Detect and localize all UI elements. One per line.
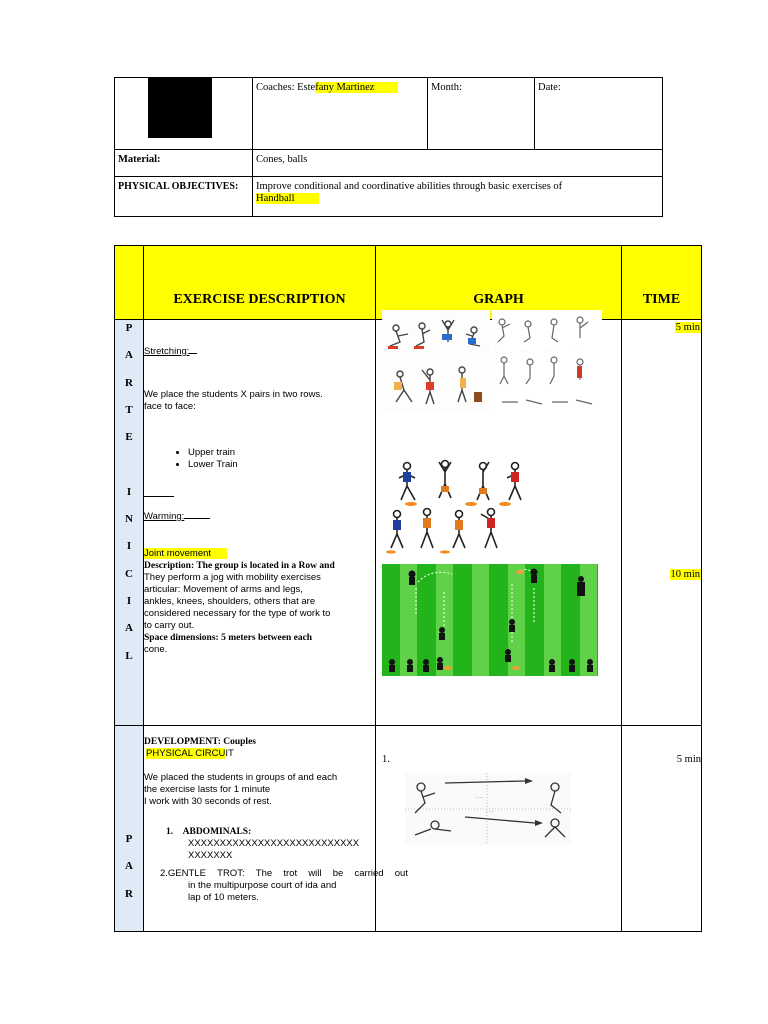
trot-word: out [394, 868, 408, 879]
svg-text:·····: ····· [574, 349, 579, 353]
desc-line: ankles, knees, shoulders, others that are [144, 596, 316, 607]
date-label: Date: [538, 82, 561, 93]
trot-word: trot [283, 868, 298, 879]
month-label: Month: [431, 82, 462, 93]
month-cell [428, 78, 535, 150]
warming-label: Warming: [144, 511, 185, 522]
place-line-2: face to face: [144, 401, 196, 412]
development-sketch [405, 773, 571, 845]
stretching-illustration-b [492, 310, 602, 418]
development-time-cell [622, 726, 702, 932]
stretching-illustration-a [382, 310, 490, 413]
col-time-header: TIME [622, 246, 702, 320]
time-value: 5 min [675, 322, 700, 333]
objectives-cell [253, 177, 663, 217]
redacted-logo [148, 78, 212, 138]
list-item: • Lower Train [188, 459, 375, 471]
physical-circuit-label: PHYSICAL CIRCU [146, 748, 226, 759]
coaches-name: fany Martinez [315, 82, 398, 93]
field-players [382, 564, 598, 676]
initial-side-letter: C [125, 567, 133, 580]
item-number: 1. [166, 827, 174, 837]
initial-side-letter: P [125, 322, 133, 334]
trot-line [144, 868, 408, 880]
table-header-row [115, 246, 702, 320]
svg-text:·····: ····· [548, 349, 553, 353]
warming-runners-illustration [385, 458, 530, 554]
desc-line: They perform a jog with mobility exercises [144, 572, 321, 583]
development-title: DEVELOPMENT: Couples [144, 737, 256, 747]
dev-line: We placed the students in groups of and each [144, 772, 338, 783]
svg-text:········: ········ [485, 810, 495, 814]
trot-word: TROT: [217, 868, 245, 879]
objectives-highlight: Handball [256, 193, 319, 204]
initial-side-letter: R [125, 376, 133, 389]
coaches-cell [253, 78, 428, 150]
trot-word: will [308, 868, 322, 879]
dev-line: I work with 30 seconds of rest. [144, 796, 272, 807]
x-line: XXXXXXX [188, 850, 233, 861]
desc-line: articular: Movement of arms and legs, [144, 584, 303, 595]
initial-side-letter: I [126, 594, 132, 607]
svg-text:·····: ····· [520, 349, 525, 353]
field-diagram [382, 564, 598, 676]
joint-movement-label: Joint movement [144, 548, 227, 559]
divider-rule [144, 496, 174, 497]
material-label: Material: [115, 150, 253, 177]
objectives-text: Improve conditional and coordinative abilities through basic exercises of [256, 181, 563, 192]
description-label: Description: The group is located in a Row and [144, 561, 335, 571]
date-cell [535, 78, 663, 150]
graph-number: 1. [382, 754, 390, 765]
trot-word: 2.GENTLE [160, 868, 206, 879]
col-description-header: EXERCISE DESCRIPTION [144, 246, 376, 320]
logo-cell [115, 78, 253, 150]
initial-description-cell [144, 320, 376, 726]
coaches-label: Coaches: Este [256, 82, 316, 93]
part-side-letter: R [125, 887, 133, 900]
space-end: cone. [144, 644, 168, 655]
initial-side-letter: L [125, 649, 133, 662]
trot-word: carried [354, 868, 384, 879]
initial-side-letter: I [126, 485, 132, 498]
time-value: 10 min [670, 569, 700, 580]
place-line-1: We place the students X pairs in two rows. [144, 389, 323, 400]
trot-word: The [255, 868, 273, 879]
dev-line: the exercise lasts for 1 minute [144, 784, 271, 795]
space-dimensions-label: Space dimensions: 5 meters between each [144, 633, 313, 643]
list-item: • Upper train [188, 447, 375, 459]
header-table [114, 77, 663, 217]
x-line: XXXXXXXXXXXXXXXXXXXXXXXXXXX [188, 838, 360, 849]
objectives-label: PHYSICAL OBJECTIVES: [115, 177, 253, 217]
development-description-cell [144, 726, 408, 932]
time-value: 5 min [676, 754, 701, 765]
header-side-cell [115, 246, 144, 320]
col-graph-header: GRAPH [376, 246, 622, 320]
svg-text:·······: ······· [475, 796, 484, 800]
desc-line: to carry out. [144, 620, 195, 631]
side-label-part [115, 726, 144, 932]
trot-word: be [332, 868, 344, 879]
initial-side-letter: A [125, 349, 133, 362]
svg-text:·····: ····· [494, 349, 499, 353]
initial-side-letter: I [126, 540, 132, 553]
part-side-letter: P [125, 833, 133, 845]
dev-line: lap of 10 meters. [188, 892, 259, 903]
material-value: Cones, balls [253, 150, 663, 177]
desc-line: considered necessary for the type of work to [144, 608, 331, 619]
side-label-initial [115, 320, 144, 726]
part-side-letter: A [125, 860, 133, 873]
initial-time-cell [622, 320, 702, 726]
initial-side-letter: A [125, 622, 133, 635]
abdominals-label: ABDOMINALS: [182, 827, 252, 837]
physical-circuit-tail: IT [225, 748, 234, 759]
stretching-label: Stretching: [144, 346, 190, 357]
initial-side-letter: E [125, 431, 133, 444]
bullet-list [144, 447, 375, 471]
initial-side-letter: N [125, 513, 133, 526]
dev-line: in the multipurpose court of ida and [188, 880, 337, 891]
initial-side-letter: T [125, 403, 133, 416]
